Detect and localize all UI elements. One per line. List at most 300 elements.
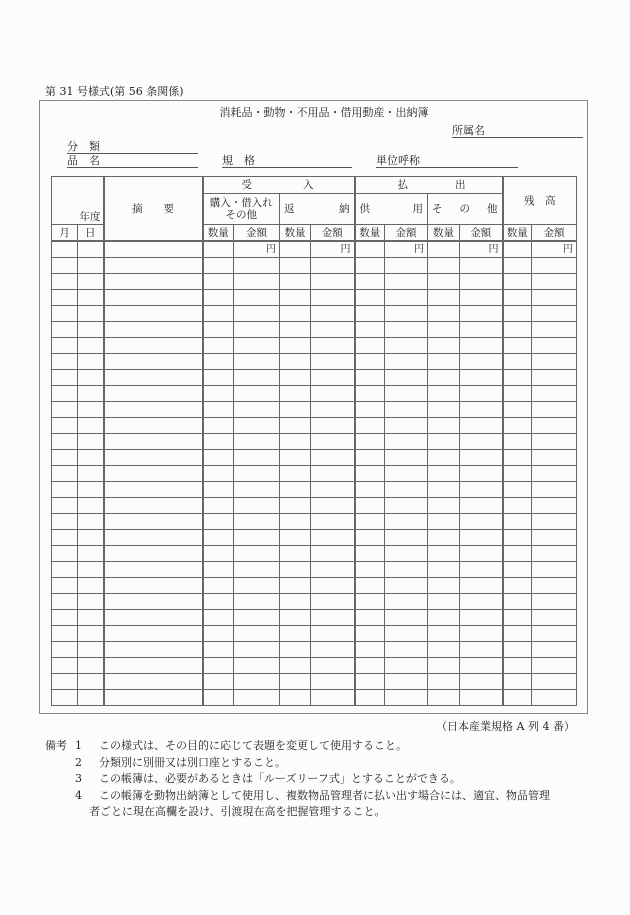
table-cell[interactable] <box>52 642 78 658</box>
table-cell[interactable] <box>385 498 428 514</box>
table-cell[interactable] <box>385 466 428 482</box>
table-cell[interactable] <box>355 354 385 370</box>
table-cell[interactable] <box>428 658 460 674</box>
table-cell[interactable] <box>52 258 78 274</box>
table-cell[interactable] <box>460 562 503 578</box>
table-cell[interactable] <box>532 482 577 498</box>
table-cell[interactable] <box>532 290 577 306</box>
table-cell[interactable] <box>355 514 385 530</box>
table-cell[interactable] <box>280 434 311 450</box>
table-cell[interactable] <box>428 626 460 642</box>
table-cell[interactable] <box>503 562 532 578</box>
table-cell[interactable] <box>203 338 234 354</box>
table-cell[interactable] <box>311 370 355 386</box>
table-cell[interactable] <box>52 402 78 418</box>
table-cell[interactable] <box>532 594 577 610</box>
table-cell[interactable] <box>385 626 428 642</box>
table-cell[interactable] <box>428 690 460 706</box>
table-cell[interactable] <box>355 562 385 578</box>
table-cell[interactable] <box>234 626 280 642</box>
table-cell[interactable] <box>460 498 503 514</box>
table-cell[interactable] <box>355 690 385 706</box>
table-cell[interactable] <box>532 626 577 642</box>
table-cell[interactable] <box>460 306 503 322</box>
table-cell[interactable] <box>104 482 203 498</box>
table-cell[interactable] <box>311 610 355 626</box>
table-cell[interactable] <box>385 530 428 546</box>
table-cell[interactable] <box>78 386 104 402</box>
table-cell[interactable] <box>203 434 234 450</box>
table-cell[interactable] <box>203 241 234 258</box>
table-cell[interactable] <box>52 530 78 546</box>
table-cell[interactable] <box>355 322 385 338</box>
table-cell[interactable] <box>355 482 385 498</box>
table-cell[interactable] <box>355 610 385 626</box>
table-cell[interactable] <box>52 594 78 610</box>
table-cell[interactable] <box>428 354 460 370</box>
table-cell[interactable] <box>428 514 460 530</box>
table-cell[interactable] <box>78 370 104 386</box>
table-cell[interactable] <box>311 466 355 482</box>
table-cell[interactable] <box>234 370 280 386</box>
table-cell[interactable] <box>385 386 428 402</box>
table-cell[interactable] <box>311 482 355 498</box>
table-cell[interactable] <box>78 690 104 706</box>
table-cell[interactable] <box>355 546 385 562</box>
table-cell[interactable] <box>503 402 532 418</box>
table-cell[interactable] <box>203 530 234 546</box>
table-cell[interactable] <box>280 258 311 274</box>
table-cell[interactable] <box>532 370 577 386</box>
table-cell[interactable] <box>385 642 428 658</box>
table-cell[interactable] <box>428 274 460 290</box>
table-cell[interactable] <box>460 482 503 498</box>
table-cell[interactable] <box>311 594 355 610</box>
table-cell[interactable] <box>280 306 311 322</box>
table-cell[interactable] <box>104 434 203 450</box>
table-cell[interactable] <box>52 546 78 562</box>
table-cell[interactable] <box>460 418 503 434</box>
table-cell[interactable] <box>385 434 428 450</box>
table-cell[interactable] <box>503 290 532 306</box>
table-cell[interactable] <box>52 690 78 706</box>
category-field[interactable] <box>67 140 198 154</box>
table-cell[interactable] <box>280 498 311 514</box>
table-cell[interactable] <box>503 578 532 594</box>
table-cell[interactable] <box>385 658 428 674</box>
table-cell[interactable] <box>532 466 577 482</box>
table-cell[interactable] <box>203 594 234 610</box>
table-cell[interactable] <box>311 578 355 594</box>
table-cell[interactable] <box>203 370 234 386</box>
table-cell[interactable] <box>280 578 311 594</box>
table-cell[interactable] <box>104 322 203 338</box>
table-cell[interactable] <box>104 258 203 274</box>
table-cell[interactable] <box>203 466 234 482</box>
table-cell[interactable] <box>428 562 460 578</box>
table-cell[interactable] <box>104 578 203 594</box>
table-cell[interactable] <box>355 370 385 386</box>
table-cell[interactable] <box>203 690 234 706</box>
table-cell[interactable] <box>52 514 78 530</box>
table-cell[interactable]: 円 <box>532 241 577 258</box>
table-cell[interactable] <box>355 498 385 514</box>
table-cell[interactable] <box>78 290 104 306</box>
table-cell[interactable] <box>78 578 104 594</box>
table-cell[interactable] <box>503 418 532 434</box>
table-cell[interactable] <box>311 530 355 546</box>
table-cell[interactable] <box>234 274 280 290</box>
table-cell[interactable] <box>355 578 385 594</box>
table-cell[interactable]: 円 <box>311 241 355 258</box>
table-cell[interactable] <box>385 306 428 322</box>
table-cell[interactable] <box>104 386 203 402</box>
table-cell[interactable] <box>532 258 577 274</box>
table-cell[interactable] <box>104 530 203 546</box>
table-cell[interactable] <box>460 610 503 626</box>
table-cell[interactable] <box>280 514 311 530</box>
table-cell[interactable] <box>280 338 311 354</box>
table-cell[interactable] <box>385 690 428 706</box>
table-cell[interactable] <box>311 674 355 690</box>
table-cell[interactable] <box>234 402 280 418</box>
table-cell[interactable] <box>503 450 532 466</box>
table-cell[interactable] <box>385 674 428 690</box>
table-cell[interactable] <box>355 290 385 306</box>
table-cell[interactable] <box>355 594 385 610</box>
table-cell[interactable] <box>503 546 532 562</box>
table-cell[interactable] <box>355 674 385 690</box>
table-cell[interactable] <box>385 610 428 626</box>
table-cell[interactable] <box>428 610 460 626</box>
table-cell[interactable] <box>311 626 355 642</box>
table-cell[interactable] <box>234 498 280 514</box>
table-cell[interactable] <box>428 290 460 306</box>
table-cell[interactable] <box>385 514 428 530</box>
table-cell[interactable] <box>503 241 532 258</box>
table-cell[interactable] <box>385 354 428 370</box>
table-cell[interactable] <box>280 274 311 290</box>
table-cell[interactable] <box>460 466 503 482</box>
table-cell[interactable] <box>78 434 104 450</box>
table-cell[interactable] <box>234 418 280 434</box>
table-cell[interactable] <box>460 274 503 290</box>
table-cell[interactable] <box>503 482 532 498</box>
table-cell[interactable] <box>311 514 355 530</box>
table-cell[interactable] <box>428 482 460 498</box>
table-cell[interactable] <box>385 402 428 418</box>
table-cell[interactable] <box>428 386 460 402</box>
table-cell[interactable] <box>532 530 577 546</box>
table-cell[interactable] <box>280 642 311 658</box>
table-cell[interactable] <box>311 690 355 706</box>
table-cell[interactable] <box>280 290 311 306</box>
table-cell[interactable] <box>234 674 280 690</box>
table-cell[interactable] <box>532 562 577 578</box>
table-cell[interactable] <box>52 466 78 482</box>
table-cell[interactable] <box>460 530 503 546</box>
table-cell[interactable] <box>355 306 385 322</box>
table-cell[interactable] <box>311 258 355 274</box>
table-cell[interactable] <box>78 338 104 354</box>
table-cell[interactable] <box>280 674 311 690</box>
table-cell[interactable] <box>280 610 311 626</box>
table-cell[interactable] <box>460 338 503 354</box>
table-cell[interactable] <box>503 370 532 386</box>
table-cell[interactable] <box>203 482 234 498</box>
table-cell[interactable] <box>234 306 280 322</box>
affiliation-field[interactable] <box>452 124 583 138</box>
table-cell[interactable] <box>234 578 280 594</box>
table-cell[interactable] <box>311 402 355 418</box>
table-cell[interactable] <box>234 514 280 530</box>
table-cell[interactable] <box>280 402 311 418</box>
table-cell[interactable] <box>311 306 355 322</box>
table-cell[interactable] <box>280 482 311 498</box>
table-cell[interactable] <box>280 658 311 674</box>
table-cell[interactable]: 円 <box>234 241 280 258</box>
table-cell[interactable] <box>203 674 234 690</box>
table-cell[interactable] <box>78 674 104 690</box>
table-cell[interactable] <box>311 434 355 450</box>
table-cell[interactable] <box>52 418 78 434</box>
table-cell[interactable] <box>503 690 532 706</box>
table-cell[interactable] <box>532 434 577 450</box>
table-cell[interactable] <box>52 241 78 258</box>
table-cell[interactable] <box>280 450 311 466</box>
table-cell[interactable] <box>52 338 78 354</box>
table-cell[interactable] <box>203 514 234 530</box>
table-cell[interactable] <box>311 658 355 674</box>
table-cell[interactable] <box>503 466 532 482</box>
table-cell[interactable] <box>460 594 503 610</box>
table-cell[interactable] <box>78 322 104 338</box>
table-cell[interactable] <box>428 578 460 594</box>
table-cell[interactable] <box>78 498 104 514</box>
table-cell[interactable] <box>532 578 577 594</box>
table-cell[interactable] <box>460 434 503 450</box>
table-cell[interactable] <box>52 482 78 498</box>
table-cell[interactable] <box>78 402 104 418</box>
table-cell[interactable] <box>203 546 234 562</box>
table-cell[interactable] <box>104 450 203 466</box>
table-cell[interactable] <box>52 386 78 402</box>
table-cell[interactable] <box>104 514 203 530</box>
table-cell[interactable] <box>203 274 234 290</box>
table-cell[interactable] <box>280 322 311 338</box>
table-cell[interactable] <box>203 610 234 626</box>
table-cell[interactable] <box>532 354 577 370</box>
table-cell[interactable] <box>428 322 460 338</box>
table-cell[interactable] <box>104 466 203 482</box>
table-cell[interactable] <box>52 610 78 626</box>
table-cell[interactable] <box>428 306 460 322</box>
table-cell[interactable] <box>104 674 203 690</box>
table-cell[interactable] <box>460 386 503 402</box>
table-cell[interactable] <box>385 418 428 434</box>
table-cell[interactable] <box>78 594 104 610</box>
table-cell[interactable] <box>355 274 385 290</box>
table-cell[interactable] <box>428 466 460 482</box>
table-cell[interactable] <box>52 626 78 642</box>
table-cell[interactable] <box>311 498 355 514</box>
table-cell[interactable] <box>355 402 385 418</box>
unit-name-field[interactable] <box>376 154 518 168</box>
table-cell[interactable] <box>460 626 503 642</box>
table-cell[interactable] <box>532 386 577 402</box>
table-cell[interactable] <box>503 498 532 514</box>
table-cell[interactable] <box>385 370 428 386</box>
table-cell[interactable] <box>234 690 280 706</box>
table-cell[interactable] <box>532 642 577 658</box>
table-cell[interactable] <box>428 258 460 274</box>
table-cell[interactable] <box>203 258 234 274</box>
table-cell[interactable] <box>428 546 460 562</box>
table-cell[interactable] <box>355 450 385 466</box>
table-cell[interactable] <box>234 450 280 466</box>
table-cell[interactable] <box>532 546 577 562</box>
table-cell[interactable] <box>234 338 280 354</box>
table-cell[interactable] <box>280 594 311 610</box>
table-cell[interactable] <box>78 241 104 258</box>
table-cell[interactable] <box>503 626 532 642</box>
table-cell[interactable] <box>52 274 78 290</box>
table-cell[interactable] <box>203 578 234 594</box>
table-cell[interactable] <box>385 450 428 466</box>
table-cell[interactable] <box>104 562 203 578</box>
table-cell[interactable] <box>78 546 104 562</box>
table-cell[interactable] <box>203 322 234 338</box>
table-cell[interactable] <box>311 562 355 578</box>
table-cell[interactable] <box>280 386 311 402</box>
table-cell[interactable] <box>52 306 78 322</box>
table-cell[interactable] <box>104 610 203 626</box>
table-cell[interactable] <box>78 642 104 658</box>
table-cell[interactable] <box>503 306 532 322</box>
table-cell[interactable] <box>532 322 577 338</box>
table-cell[interactable] <box>503 514 532 530</box>
table-cell[interactable] <box>203 386 234 402</box>
table-cell[interactable] <box>78 354 104 370</box>
table-cell[interactable] <box>203 306 234 322</box>
table-cell[interactable] <box>78 530 104 546</box>
table-cell[interactable] <box>52 578 78 594</box>
table-cell[interactable] <box>52 290 78 306</box>
table-cell[interactable] <box>311 546 355 562</box>
table-cell[interactable] <box>460 658 503 674</box>
table-cell[interactable] <box>532 674 577 690</box>
table-cell[interactable] <box>503 354 532 370</box>
table-cell[interactable] <box>78 450 104 466</box>
table-cell[interactable] <box>460 674 503 690</box>
table-cell[interactable] <box>385 594 428 610</box>
table-cell[interactable] <box>52 322 78 338</box>
table-cell[interactable] <box>428 674 460 690</box>
table-cell[interactable] <box>460 354 503 370</box>
table-cell[interactable] <box>203 402 234 418</box>
table-cell[interactable] <box>104 274 203 290</box>
table-cell[interactable] <box>428 498 460 514</box>
table-cell[interactable] <box>234 530 280 546</box>
table-cell[interactable] <box>428 530 460 546</box>
table-cell[interactable] <box>503 338 532 354</box>
table-cell[interactable] <box>104 290 203 306</box>
table-cell[interactable] <box>280 466 311 482</box>
table-cell[interactable] <box>234 354 280 370</box>
table-cell[interactable] <box>234 258 280 274</box>
table-cell[interactable] <box>428 434 460 450</box>
table-cell[interactable] <box>460 578 503 594</box>
table-cell[interactable] <box>428 370 460 386</box>
table-cell[interactable] <box>311 418 355 434</box>
table-cell[interactable] <box>78 482 104 498</box>
table-cell[interactable] <box>385 274 428 290</box>
table-cell[interactable] <box>355 434 385 450</box>
table-cell[interactable] <box>104 642 203 658</box>
table-cell[interactable] <box>104 338 203 354</box>
item-name-field[interactable] <box>67 154 198 168</box>
table-cell[interactable] <box>428 241 460 258</box>
table-cell[interactable] <box>234 610 280 626</box>
table-cell[interactable] <box>280 530 311 546</box>
table-cell[interactable] <box>355 466 385 482</box>
table-cell[interactable] <box>203 418 234 434</box>
table-cell[interactable] <box>203 658 234 674</box>
table-cell[interactable] <box>104 658 203 674</box>
table-cell[interactable] <box>385 290 428 306</box>
table-cell[interactable] <box>460 546 503 562</box>
table-cell[interactable] <box>203 626 234 642</box>
table-cell[interactable] <box>532 658 577 674</box>
table-cell[interactable] <box>280 626 311 642</box>
table-cell[interactable] <box>503 274 532 290</box>
table-cell[interactable] <box>234 642 280 658</box>
table-cell[interactable] <box>503 658 532 674</box>
table-cell[interactable] <box>503 386 532 402</box>
table-cell[interactable] <box>460 322 503 338</box>
table-cell[interactable] <box>355 626 385 642</box>
table-cell[interactable] <box>385 546 428 562</box>
table-cell[interactable] <box>104 546 203 562</box>
table-cell[interactable] <box>78 418 104 434</box>
table-cell[interactable] <box>78 514 104 530</box>
table-cell[interactable] <box>355 258 385 274</box>
table-cell[interactable] <box>78 466 104 482</box>
table-cell[interactable] <box>460 370 503 386</box>
table-cell[interactable] <box>104 626 203 642</box>
table-cell[interactable] <box>203 290 234 306</box>
table-cell[interactable] <box>78 658 104 674</box>
table-cell[interactable] <box>104 241 203 258</box>
table-cell[interactable] <box>52 370 78 386</box>
table-cell[interactable] <box>203 642 234 658</box>
table-cell[interactable] <box>503 322 532 338</box>
table-cell[interactable] <box>532 610 577 626</box>
table-cell[interactable] <box>234 562 280 578</box>
table-cell[interactable] <box>355 642 385 658</box>
table-cell[interactable] <box>532 338 577 354</box>
table-cell[interactable] <box>104 498 203 514</box>
table-cell[interactable] <box>460 258 503 274</box>
table-cell[interactable] <box>355 418 385 434</box>
table-cell[interactable] <box>280 354 311 370</box>
table-cell[interactable] <box>234 434 280 450</box>
table-cell[interactable] <box>280 370 311 386</box>
table-cell[interactable] <box>104 370 203 386</box>
table-cell[interactable] <box>78 626 104 642</box>
table-cell[interactable] <box>503 594 532 610</box>
table-cell[interactable] <box>428 418 460 434</box>
